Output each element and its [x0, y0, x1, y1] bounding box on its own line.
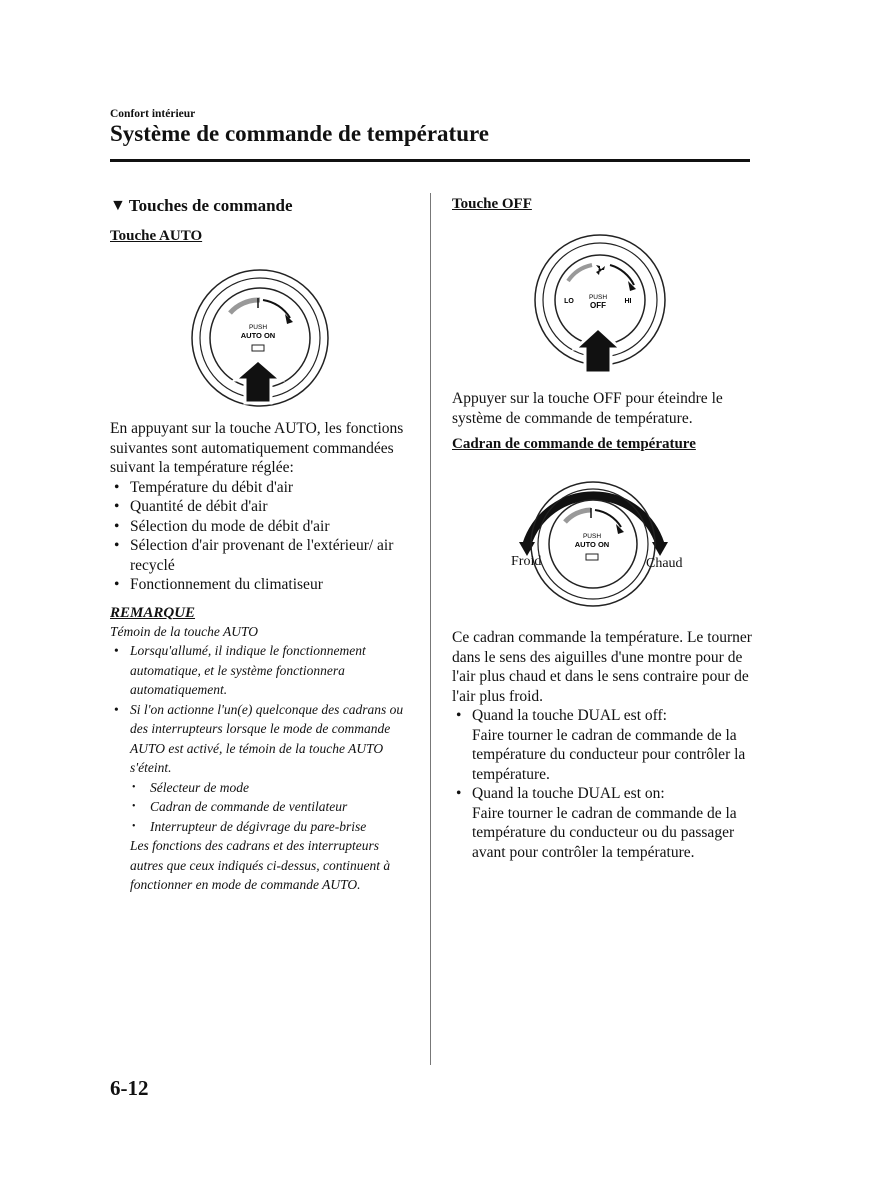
list-item: • Quantité de débit d'air	[110, 497, 410, 517]
case-detail: Faire tourner le cadran de commande de la température du conducteur ou du passager avant pour contrôler la température.	[472, 804, 737, 861]
list-item	[110, 700, 410, 778]
list-item: • Fonctionnement du climatiseur	[110, 575, 410, 595]
left-column	[110, 196, 410, 245]
section-heading-text: Touches de commande	[128, 196, 293, 215]
press-arrow-icon	[575, 328, 621, 373]
list-item: • Interrupteur de dégivrage du pare-brise	[130, 817, 410, 837]
hi-label: HI	[624, 298, 632, 305]
page-number: 6-12	[110, 1076, 149, 1100]
case-title: Quand la touche DUAL est off:	[472, 707, 667, 724]
fan-icon	[596, 265, 605, 275]
auto-heading: Touche AUTO	[110, 228, 203, 244]
page-title: Système de commande de température	[110, 121, 489, 146]
remark-subtitle: Témoin de la touche AUTO	[110, 623, 258, 639]
dial-text: Ce cadran commande la température. Le tourner dans le sens des aiguilles d'une montre pour de l'air plus chaud et dans le sens contraire pour de l'air plus froid.	[452, 629, 752, 705]
off-button-figure	[530, 233, 670, 378]
triangle-down-icon: ▼	[110, 197, 126, 214]
push-label: PUSH	[588, 294, 608, 301]
off-text: Appuyer sur la touche OFF pour éteindre le système de commande de température.	[452, 390, 723, 427]
auto-button-figure	[185, 268, 335, 413]
hot-label: Chaud	[646, 556, 683, 571]
section-heading	[110, 196, 410, 216]
list-item: • Sélecteur de mode	[130, 778, 410, 798]
temperature-dial-figure	[505, 472, 695, 622]
remark-sublist	[110, 778, 410, 837]
right-column	[452, 196, 752, 213]
column-divider	[430, 193, 431, 1065]
section-label: Confort intérieur	[110, 108, 196, 120]
off-heading: Touche OFF	[452, 196, 532, 212]
list-item	[452, 706, 752, 784]
off-label: OFF	[590, 301, 606, 310]
lo-label: LO	[564, 298, 574, 305]
dial-heading: Cadran de commande de température	[452, 436, 696, 452]
remark-continuation: Les fonctions des cadrans et des interrupteurs autres que ceux indiqués ci-dessus, continuent à fonctionner en mode de commande AUTO.	[130, 838, 391, 892]
remark-title: REMARQUE	[110, 604, 196, 621]
dual-case-list	[452, 706, 752, 862]
auto-intro: En appuyant sur la touche AUTO, les fonctions suivantes sont automatiquement commandées suivant la température réglée:	[110, 420, 404, 476]
dial-description	[452, 628, 752, 862]
list-item: • Cadran de commande de ventilateur	[130, 797, 410, 817]
case-detail: Faire tourner le cadran de commande de la température du conducteur pour contrôler la température.	[472, 726, 746, 783]
list-item	[452, 784, 752, 862]
off-description	[452, 389, 752, 453]
list-item: • Sélection du mode de débit d'air	[110, 517, 410, 537]
case-title: Quand la touche DUAL est on:	[472, 785, 665, 802]
auto-function-list	[110, 478, 410, 595]
push-label: PUSH	[248, 324, 268, 331]
remark-item-text: Si l'on actionne l'un(e) quelconque des cadrans ou des interrupteurs lorsque le mode de commande AUTO est activé, le témoin de la touche AUTO s'éteint.	[130, 701, 404, 775]
remark-list	[110, 641, 410, 778]
auto-on-label: AUTO ON	[240, 331, 276, 340]
list-item: • Sélection d'air provenant de l'extérieur/ air recyclé	[110, 536, 410, 575]
list-item: • Température du débit d'air	[110, 478, 410, 498]
auto-on-label: AUTO ON	[574, 540, 610, 549]
left-body	[110, 419, 410, 895]
title-rule	[110, 159, 750, 162]
cold-label: Froid	[511, 554, 542, 569]
list-item: • Lorsqu'allumé, il indique le fonctionnement automatique, et le système fonctionnera automatiquement.	[110, 641, 410, 700]
push-label: PUSH	[582, 533, 602, 540]
